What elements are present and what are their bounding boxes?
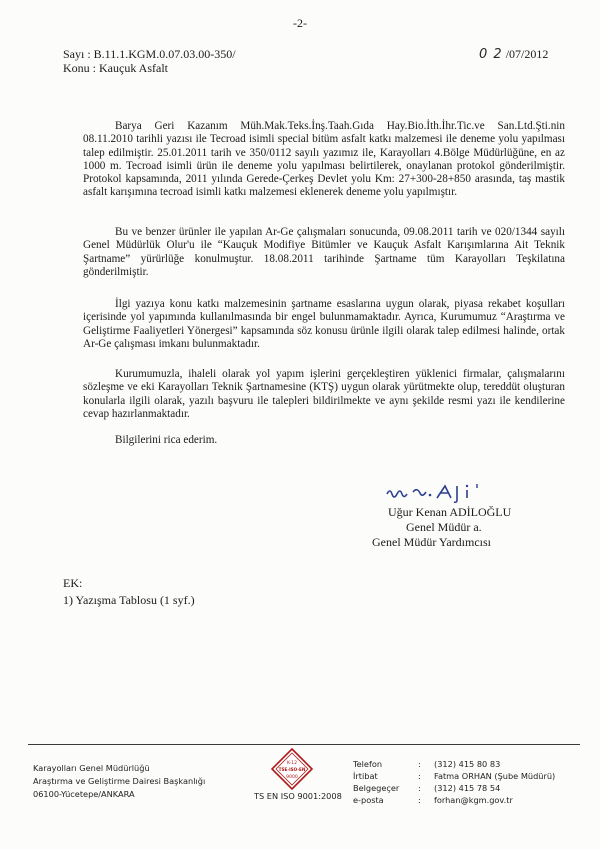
paragraph-2: Bu ve benzer ürünler ile yapılan Ar-Ge çalışmaları sonucunda, 09.08.2011 tarih ve 020/1344 sayılı Genel Müdürlük Olur'u ile “Kauçuk Modifiye Bitümler ve Kauçuk Asfalt Karışımlarına Ait Teknik Şartname” yürürlüğe konulmuştur. 18.08.2011 tarihinde Şartname tüm Karayolları Teşkilatına gönderilmiştir.: [83, 226, 565, 278]
signatory-name: Uğur Kenan ADİLOĞLU: [388, 505, 512, 519]
footer-contacts: [353, 758, 555, 806]
page-number: -2-: [293, 16, 307, 30]
letter-date: [479, 47, 548, 62]
contact-row-liaison: [353, 770, 555, 782]
contact-separator: :: [418, 795, 421, 805]
closing-line: Bilgilerini rica ederim.: [115, 434, 218, 446]
contact-key: İrtibat: [353, 771, 378, 781]
footer-organization: [33, 762, 205, 801]
contact-separator: :: [418, 771, 421, 781]
date-remainder: /07/2012: [502, 47, 549, 61]
paragraph-3: İlgi yazıya konu katkı malzemesinin şartname esaslarına uygun olarak, piyasa rekabet koşulları içerisinde yol yapımında kullanılmasında bir engel bulunmamaktadır. Ayrıca, Kurumumuz “Araştırma ve Geliştirme Faaliyetleri Yönergesi” kapsamında söz konusu ürünle ilgili olarak talep edilmesi halinde, ortak Ar-Ge çalışması imkanı bulunmaktadır.: [83, 298, 565, 350]
tse-logo-number: 9000: [286, 775, 298, 780]
contact-key: Telefon: [353, 759, 383, 769]
attachments-label: EK:: [63, 576, 83, 590]
signatory-position: Genel Müdür Yardımcısı: [372, 535, 491, 549]
contact-value: Fatma ORHAN (Şube Müdürü): [434, 771, 556, 781]
reference-number: Sayı : B.11.1.KGM.0.07.03.00-350/: [63, 47, 236, 61]
tse-logo-code: K-12: [286, 761, 298, 766]
attachment-item: 1) Yazışma Tablosu (1 syf.): [63, 593, 195, 607]
org-department: Araştırma ve Geliştirme Dairesi Başkanlığı: [33, 776, 206, 786]
tse-logo-standard: TSE-ISO-EN: [278, 767, 306, 772]
org-name: Karayolları Genel Müdürlüğü: [33, 763, 150, 773]
org-address: 06100-Yücetepe/ANKARA: [33, 789, 135, 799]
tse-certification-label: TS EN ISO 9001:2008: [254, 791, 342, 801]
contact-row-fax: [353, 782, 555, 794]
paragraph-1: Barya Geri Kazanım Müh.Mak.Teks.İnş.Taah.Gıda Hay.Bio.İth.İhr.Tic.ve San.Ltd.Şti.nin 08.11.2010 tarihli yazısı ile Tecroad isimli special bitüm asfalt katkı malzemesi ile deneme yolu yapılması talep edilmiştir. 25.01.2011 tarih ve 350/0112 sayılı yazımız ile, Karayolları 4.Bölge Müdürlüğüne, en az 1000 m. Tecroad isimli ürün ile deneme yolu yapılması belirtilerek, onaylanan protokol gönderilmiştir. Protokol kapsamında, 2011 yılında Gerede-Çerkeş Devlet yolu Km: 27+300-28+850 arasında, taş mastik asfalt karışımına tecroad isimli katkı malzemesi eklenerek deneme yolu yapılmıştır.: [83, 120, 565, 199]
handwritten-signature: [375, 480, 535, 506]
contact-row-phone: [353, 758, 555, 770]
contact-separator: :: [418, 783, 421, 793]
handwritten-day: 0 2: [479, 47, 503, 62]
contact-key: Belgegeçer: [353, 783, 400, 793]
signature-block: [360, 505, 580, 550]
contact-key: e-posta: [353, 795, 384, 805]
tse-certification-logo: [271, 748, 313, 790]
contact-value: (312) 415 80 83: [434, 759, 501, 769]
footer-divider: [28, 744, 580, 745]
contact-row-email: [353, 794, 555, 806]
contact-value[interactable]: forhan@kgm.gov.tr: [434, 795, 513, 805]
subject-line: Konu : Kauçuk Asfalt: [63, 61, 168, 75]
contact-value: (312) 415 78 54: [434, 783, 501, 793]
paragraph-4: Kurumumuzla, ihaleli olarak yol yapım işlerini gerçekleştiren yüklenici firmalar, çalışmalarını sözleşme ve eki Karayolları Teknik Şartnamesine (KTŞ) uygun olarak yürütmekte olup, tereddüt oluşturan konularla ilgili olarak, yazılı başvuru ile talepleri bildirilmekte ve aynı şekilde resmi yazı ile kendilerine cevap hazırlanmaktadır.: [83, 368, 565, 420]
contact-separator: :: [418, 759, 421, 769]
signatory-title: Genel Müdür a.: [406, 520, 482, 534]
